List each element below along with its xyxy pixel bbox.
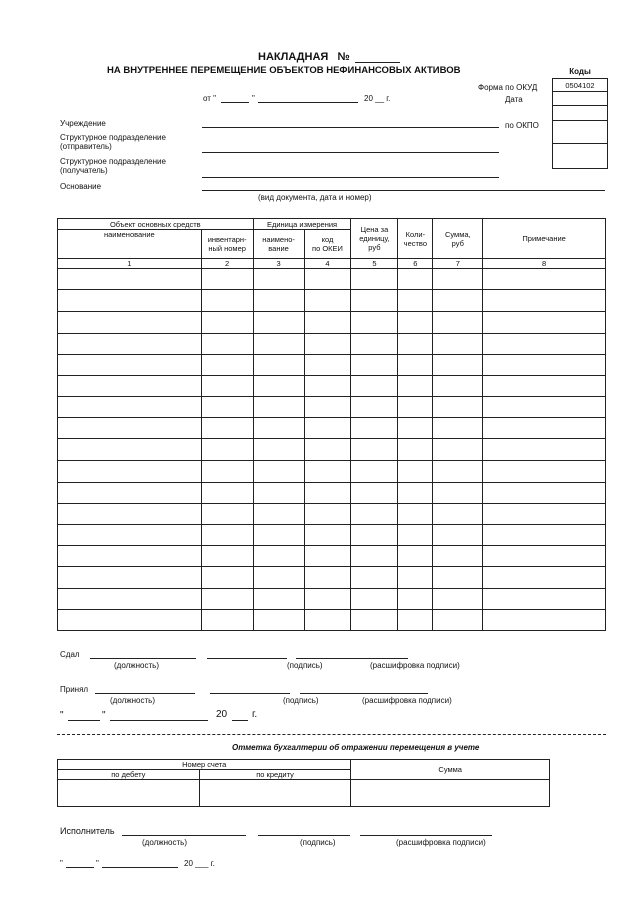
table-row <box>58 397 606 418</box>
table-cell[interactable] <box>483 504 606 525</box>
table-row <box>58 439 606 461</box>
table-cell[interactable] <box>304 269 351 290</box>
table-cell[interactable] <box>398 290 433 312</box>
table-cell[interactable] <box>351 418 398 439</box>
table-cell[interactable] <box>483 269 606 290</box>
table-cell[interactable] <box>253 355 304 376</box>
table-cell[interactable] <box>483 483 606 504</box>
table-cell[interactable] <box>351 461 398 483</box>
table-cell[interactable] <box>433 461 483 483</box>
table-cell[interactable] <box>433 418 483 439</box>
table-cell[interactable] <box>398 546 433 567</box>
handed-decoding-hint: (расшифровка подписи) <box>370 661 460 670</box>
table-cell[interactable] <box>201 334 253 355</box>
table-cell[interactable] <box>253 461 304 483</box>
table-cell[interactable] <box>351 312 398 334</box>
handed-decoding-line[interactable] <box>296 658 408 659</box>
executor-date-year: 20 ___ г. <box>184 859 215 868</box>
table-cell[interactable] <box>304 525 351 546</box>
table-cell[interactable] <box>58 439 202 461</box>
sum-header: Сумма <box>351 760 550 780</box>
executor-position-line[interactable] <box>122 835 246 836</box>
executor-label: Исполнитель <box>60 826 115 836</box>
table-cell[interactable] <box>483 546 606 567</box>
table-row <box>58 546 606 567</box>
table-cell[interactable] <box>201 355 253 376</box>
date-prefix: от " <box>203 94 216 103</box>
debit-cell[interactable] <box>58 780 200 807</box>
accounting-mark-title: Отметка бухгалтерии об отражении перемещения в учете <box>232 743 480 752</box>
sign-date-year-line[interactable] <box>232 720 248 721</box>
table-cell[interactable] <box>304 312 351 334</box>
executor-date-month-line[interactable] <box>102 867 178 868</box>
received-label: Принял <box>60 685 89 694</box>
date-label: Дата <box>505 95 523 104</box>
date-quote: " <box>252 94 255 103</box>
table-cell[interactable] <box>253 483 304 504</box>
table-row <box>58 355 606 376</box>
handed-label: Сдал <box>60 650 80 659</box>
table-cell[interactable] <box>351 567 398 589</box>
table-cell[interactable] <box>201 461 253 483</box>
items-table <box>57 218 606 631</box>
executor-date-quote-close: " <box>96 859 99 868</box>
table-cell[interactable] <box>58 376 202 397</box>
table-cell[interactable] <box>253 290 304 312</box>
table-cell[interactable] <box>483 525 606 546</box>
table-cell[interactable] <box>483 355 606 376</box>
table-cell[interactable] <box>58 312 202 334</box>
table-cell[interactable] <box>58 290 202 312</box>
table-cell[interactable] <box>433 376 483 397</box>
table-cell[interactable] <box>253 525 304 546</box>
code-cell-4[interactable] <box>553 121 608 144</box>
sum-cell[interactable] <box>351 780 550 807</box>
received-position-hint: (должность) <box>110 696 155 705</box>
table-cell[interactable] <box>398 589 433 610</box>
table-row <box>58 610 606 631</box>
receiver-line[interactable] <box>202 177 499 178</box>
institution-line[interactable] <box>202 127 499 128</box>
table-cell[interactable] <box>433 312 483 334</box>
table-cell[interactable] <box>201 439 253 461</box>
table-cell[interactable] <box>351 334 398 355</box>
sender-line[interactable] <box>202 152 499 153</box>
table-cell[interactable] <box>253 376 304 397</box>
table-row <box>58 589 606 610</box>
table-cell[interactable] <box>58 355 202 376</box>
date-month-line[interactable] <box>258 102 358 103</box>
table-cell[interactable] <box>58 418 202 439</box>
table-row <box>58 483 606 504</box>
table-cell[interactable] <box>201 418 253 439</box>
table-cell[interactable] <box>58 525 202 546</box>
table-cell[interactable] <box>398 418 433 439</box>
table-cell[interactable] <box>201 290 253 312</box>
institution-label: Учреждение <box>60 119 106 128</box>
table-cell[interactable] <box>58 334 202 355</box>
table-cell[interactable] <box>433 504 483 525</box>
table-cell[interactable] <box>398 483 433 504</box>
table-cell[interactable] <box>483 439 606 461</box>
executor-date-quote-open: " <box>60 859 63 868</box>
col-num: 8 <box>483 259 606 269</box>
table-cell[interactable] <box>398 439 433 461</box>
table-cell[interactable] <box>201 269 253 290</box>
table-row <box>58 376 606 397</box>
col-num: 1 <box>58 259 202 269</box>
handed-signature-hint: (подпись) <box>287 661 323 670</box>
table-cell[interactable] <box>351 290 398 312</box>
table-cell[interactable] <box>253 567 304 589</box>
codes-table <box>552 78 608 169</box>
col-num: 7 <box>433 259 483 269</box>
table-cell[interactable] <box>398 397 433 418</box>
header-code: код по ОКЕИ <box>304 230 351 259</box>
date-quote-close: " <box>102 710 106 721</box>
table-cell[interactable] <box>253 312 304 334</box>
table-cell[interactable] <box>433 567 483 589</box>
executor-signature-line[interactable] <box>258 835 350 836</box>
table-row <box>58 290 606 312</box>
table-cell[interactable] <box>304 418 351 439</box>
table-cell[interactable] <box>304 483 351 504</box>
table-cell[interactable] <box>398 525 433 546</box>
table-cell[interactable] <box>304 589 351 610</box>
table-cell[interactable] <box>58 610 202 631</box>
table-cell[interactable] <box>483 589 606 610</box>
table-cell[interactable] <box>351 504 398 525</box>
table-cell[interactable] <box>433 439 483 461</box>
code-cell-5[interactable] <box>553 144 608 169</box>
table-cell[interactable] <box>253 589 304 610</box>
table-cell[interactable] <box>398 610 433 631</box>
date-year: 20 __ г. <box>364 94 391 103</box>
cut-line-divider <box>57 734 606 735</box>
header-note: Примечание <box>483 219 606 259</box>
sign-date-day-line[interactable] <box>68 720 100 721</box>
table-cell[interactable] <box>304 504 351 525</box>
table-cell[interactable] <box>304 439 351 461</box>
table-cell[interactable] <box>253 334 304 355</box>
table-cell[interactable] <box>351 610 398 631</box>
okpo-label: по ОКПО <box>505 121 539 130</box>
table-cell[interactable] <box>351 525 398 546</box>
basis-line[interactable] <box>202 190 605 191</box>
table-row <box>58 567 606 589</box>
table-cell[interactable] <box>433 334 483 355</box>
header-unit: Единица измерения <box>253 219 351 230</box>
table-cell[interactable] <box>58 397 202 418</box>
basis-hint: (вид документа, дата и номер) <box>258 193 372 202</box>
table-cell[interactable] <box>433 483 483 504</box>
table-cell[interactable] <box>398 461 433 483</box>
table-row <box>58 418 606 439</box>
date-quote-open: " <box>60 710 64 721</box>
sender-label-2: (отправитель) <box>60 142 112 151</box>
table-cell[interactable] <box>58 504 202 525</box>
receiver-label: Структурное подразделение <box>60 157 166 166</box>
table-cell[interactable] <box>351 483 398 504</box>
table-cell[interactable] <box>201 504 253 525</box>
okpo-code[interactable] <box>553 106 608 121</box>
table-cell[interactable] <box>398 269 433 290</box>
table-cell[interactable] <box>304 567 351 589</box>
table-cell[interactable] <box>433 546 483 567</box>
header-name: наименование <box>58 230 202 259</box>
date-code[interactable] <box>553 92 608 106</box>
table-cell[interactable] <box>433 269 483 290</box>
table-cell[interactable] <box>304 546 351 567</box>
table-cell[interactable] <box>201 546 253 567</box>
table-cell[interactable] <box>253 439 304 461</box>
header-unit-name: наимено- вание <box>253 230 304 259</box>
col-num: 2 <box>201 259 253 269</box>
table-cell[interactable] <box>398 567 433 589</box>
table-cell[interactable] <box>253 504 304 525</box>
executor-decoding-line[interactable] <box>360 835 492 836</box>
table-row <box>58 461 606 483</box>
table-cell[interactable] <box>433 525 483 546</box>
table-row <box>58 525 606 546</box>
table-cell[interactable] <box>201 567 253 589</box>
table-cell[interactable] <box>398 312 433 334</box>
credit-cell[interactable] <box>199 780 351 807</box>
document-title: НАКЛАДНАЯ № <box>258 51 350 63</box>
debit-header: по дебету <box>58 770 200 780</box>
table-cell[interactable] <box>304 461 351 483</box>
header-qty: Коли- чество <box>398 219 433 259</box>
table-cell[interactable] <box>304 376 351 397</box>
table-cell[interactable] <box>351 397 398 418</box>
table-cell[interactable] <box>253 418 304 439</box>
table-cell[interactable] <box>201 589 253 610</box>
accounting-table <box>57 759 550 807</box>
executor-decoding-hint: (расшифровка подписи) <box>396 838 486 847</box>
date-day-line[interactable] <box>221 102 249 103</box>
table-cell[interactable] <box>201 397 253 418</box>
table-cell[interactable] <box>483 290 606 312</box>
executor-position-hint: (должность) <box>142 838 187 847</box>
table-cell[interactable] <box>201 610 253 631</box>
table-cell[interactable] <box>483 418 606 439</box>
sign-date-year: 20 <box>216 709 228 720</box>
handed-signature-line[interactable] <box>207 658 287 659</box>
table-row <box>58 334 606 355</box>
credit-header: по кредиту <box>199 770 351 780</box>
table-cell[interactable] <box>398 355 433 376</box>
table-cell[interactable] <box>398 334 433 355</box>
okud-code[interactable]: 0504102 <box>553 79 608 92</box>
codes-title: Коды <box>569 67 591 76</box>
sign-date-g: г. <box>252 709 258 720</box>
table-cell[interactable] <box>483 397 606 418</box>
document-number-line[interactable] <box>355 62 400 63</box>
col-num: 4 <box>304 259 351 269</box>
table-cell[interactable] <box>483 461 606 483</box>
received-decoding-hint: (расшифровка подписи) <box>362 696 452 705</box>
table-cell[interactable] <box>398 376 433 397</box>
table-cell[interactable] <box>304 290 351 312</box>
header-price: Цена за единицу, руб <box>351 219 398 259</box>
received-signature-line[interactable] <box>210 693 290 694</box>
table-cell[interactable] <box>351 439 398 461</box>
table-cell[interactable] <box>253 546 304 567</box>
table-cell[interactable] <box>351 376 398 397</box>
table-cell[interactable] <box>483 334 606 355</box>
table-cell[interactable] <box>351 269 398 290</box>
basis-label: Основание <box>60 182 102 191</box>
header-sum: Сумма, руб <box>433 219 483 259</box>
table-cell[interactable] <box>483 567 606 589</box>
table-cell[interactable] <box>351 546 398 567</box>
table-cell[interactable] <box>253 397 304 418</box>
table-row <box>58 269 606 290</box>
table-cell[interactable] <box>433 397 483 418</box>
sign-date-month-line[interactable] <box>110 720 208 721</box>
executor-signature-hint: (подпись) <box>300 838 336 847</box>
header-inv: инвентарн- ный номер <box>201 230 253 259</box>
table-row <box>58 312 606 334</box>
col-num: 6 <box>398 259 433 269</box>
handed-position-hint: (должность) <box>114 661 159 670</box>
table-cell[interactable] <box>58 269 202 290</box>
received-decoding-line[interactable] <box>300 693 428 694</box>
table-cell[interactable] <box>304 610 351 631</box>
column-number-row <box>58 259 606 269</box>
table-cell[interactable] <box>201 312 253 334</box>
table-cell[interactable] <box>433 610 483 631</box>
table-cell[interactable] <box>483 376 606 397</box>
table-cell[interactable] <box>398 504 433 525</box>
table-cell[interactable] <box>253 269 304 290</box>
table-cell[interactable] <box>304 355 351 376</box>
table-cell[interactable] <box>201 483 253 504</box>
sender-label: Структурное подразделение <box>60 133 166 142</box>
table-cell[interactable] <box>304 397 351 418</box>
table-cell[interactable] <box>433 589 483 610</box>
table-cell[interactable] <box>483 312 606 334</box>
table-cell[interactable] <box>58 567 202 589</box>
table-cell[interactable] <box>433 355 483 376</box>
table-cell[interactable] <box>351 589 398 610</box>
table-cell[interactable] <box>351 355 398 376</box>
table-cell[interactable] <box>253 610 304 631</box>
account-number-header: Номер счета <box>58 760 351 770</box>
table-cell[interactable] <box>58 589 202 610</box>
table-cell[interactable] <box>58 483 202 504</box>
executor-date-day-line[interactable] <box>66 867 94 868</box>
document-subtitle: НА ВНУТРЕННЕЕ ПЕРЕМЕЩЕНИЕ ОБЪЕКТОВ НЕФИНАНСОВЫХ АКТИВОВ <box>107 65 461 76</box>
table-cell[interactable] <box>201 525 253 546</box>
table-cell[interactable] <box>201 376 253 397</box>
okud-label: Форма по ОКУД <box>478 83 538 92</box>
table-cell[interactable] <box>58 461 202 483</box>
table-cell[interactable] <box>433 290 483 312</box>
receiver-label-2: (получатель) <box>60 166 108 175</box>
table-cell[interactable] <box>483 610 606 631</box>
col-num: 5 <box>351 259 398 269</box>
table-row <box>58 504 606 525</box>
col-num: 3 <box>253 259 304 269</box>
received-signature-hint: (подпись) <box>283 696 319 705</box>
table-cell[interactable] <box>58 546 202 567</box>
received-position-line[interactable] <box>95 693 195 694</box>
table-cell[interactable] <box>304 334 351 355</box>
handed-position-line[interactable] <box>90 658 196 659</box>
header-asset: Объект основных средств <box>58 219 254 230</box>
